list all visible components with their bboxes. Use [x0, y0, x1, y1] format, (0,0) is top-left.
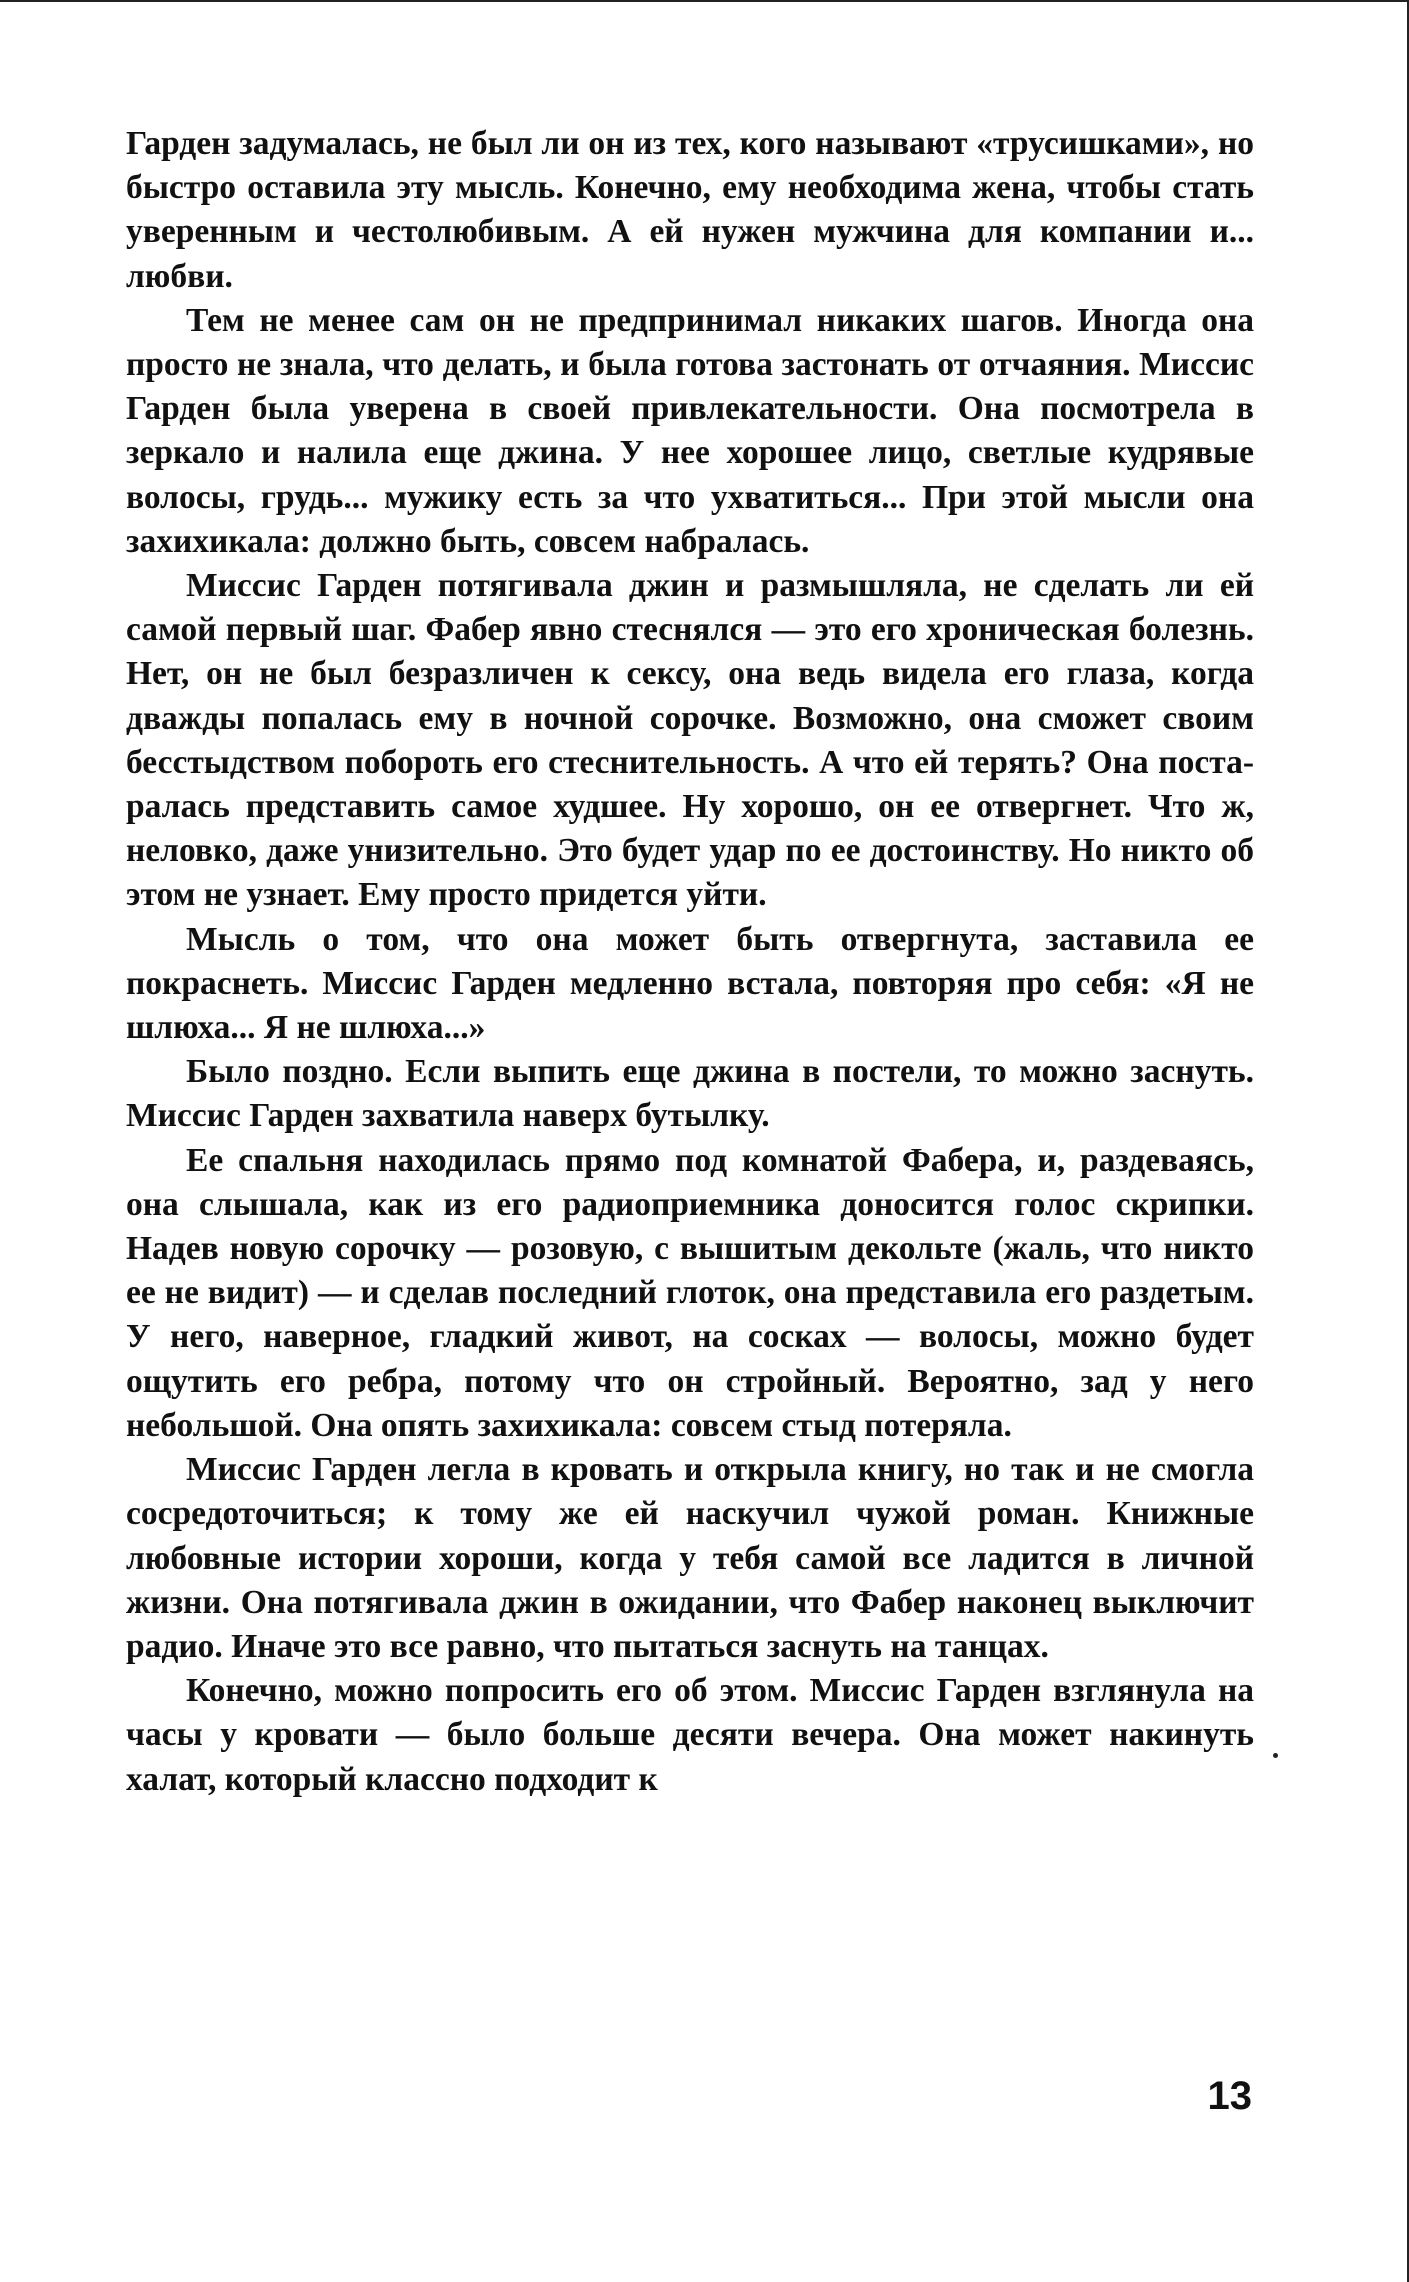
paragraph: Гарден задумалась, не был ли он из тех, кого называют «трусишками», но быстро оставила эту мысль. Конечно, ему необходима жена, чтобы стать уверенным и честолюбивым. А ей нужен мужчина для компании и... любви. [126, 125, 1254, 295]
page-number: 13 [1207, 2074, 1252, 2118]
paragraph: Миссис Гарден легла в кровать и открыла книгу, но так и не смогла сосредоточиться; к тому же ей наскучил чужой роман. Книжные любовные истории хороши, когда у тебя самой все ладится в личной жизни. Она потягивала джин в ожидании, что Фабер наконец выключит радио. Иначе это все равно, что пытаться заснуть на танцах. [126, 1451, 1254, 1665]
paragraph: Тем не менее сам он не предпринимал никаких шагов. Иногда она просто не знала, что делать, и была готова застонать от отчаяния. Миссис Гарден была уверена в своей привлекательности. Она посмотрела в зеркало и налила еще джина. У нее хорошее лицо, светлые кудрявые волосы, грудь... мужику есть за что ухватиться... При этой мысли она захихикала: должно быть, совсем набралась. [126, 301, 1254, 560]
body-text [126, 122, 1254, 1802]
paragraph: Было поздно. Если выпить еще джина в постели, то можно заснуть. Миссис Гарден захватила наверх бутылку. [126, 1053, 1254, 1135]
paragraph: Ее спальня находилась прямо под комнатой Фабера, и, раздеваясь, она слышала, как из его радиоприемника доносится голос скрипки. Надев новую сорочку — розовую, с вышитым декольте (жаль, что никто ее не видит) — и сделав последний глоток, она представила его раздетым. У него, наверное, гладкий живот, на сосках — волосы, можно будет ощутить его ребра, потому что он стройный. Вероятно, зад у него небольшой. Она опять захихикала: совсем стыд потеряла. [126, 1141, 1254, 1444]
paragraph: Конечно, можно попросить его об этом. Миссис Гарден взглянула на часы у кровати — было больше десяти вечера. Она может накинуть халат, который классно подходит к [126, 1672, 1254, 1798]
ink-speck [1273, 1753, 1278, 1758]
paragraph: Мысль о том, что она может быть отвергнута, заставила ее покраснеть. Миссис Гарден медленно встала, повторяя про себя: «Я не шлюха... Я не шлюха...» [126, 920, 1254, 1047]
paragraph: Миссис Гарден потягивала джин и размышляла, не сделать ли ей самой первый шаг. Фабер явно стеснялся — это его хроническая болезнь. Нет, он не был безразличен к сексу, она ведь видела его глаза, когда дважды попалась ему в ночной сорочке. Возможно, она сможет своим бесстыдством побороть его стеснительность. А что ей терять? Она постаралась представить самое худшее. Ну хорошо, он ее отвергнет. Что ж, неловко, даже унизительно. Это будет удар по ее достоинству. Но никто об этом не узнает. Ему просто придется уйти. [126, 567, 1254, 914]
